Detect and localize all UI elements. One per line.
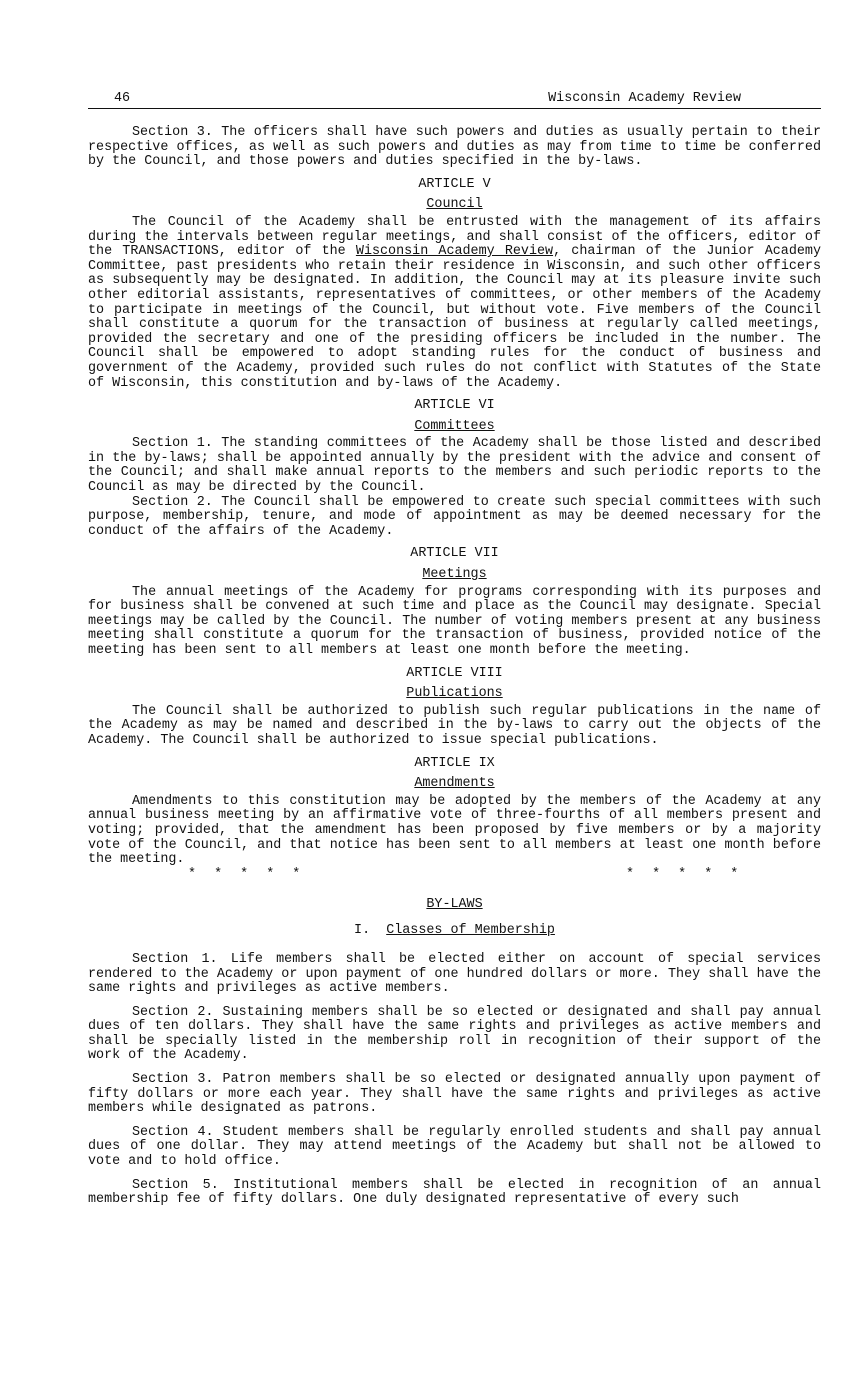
article6-section2: Section 2. The Council shall be empowered to create such special committees with such purpose, membership, tenure, and mode of appointment as may be deemed necessary for the conduct of the affairs of the Academy. [88,494,821,539]
article5-title: Council [426,197,483,213]
separator-left: * * * * * [188,866,306,882]
bylaws-section-heading [88,924,821,939]
article7-text: The annual meetings of the Academy for programs corresponding with its purposes and for business shall be convened at such time and place as the Council may designate. Special meetings may be called by the Council. The number of voting members present at any business meeting shall constitute a quorum for the transaction of business, provided notice of the meeting has been sent to all members at least one month before the meeting. [88,584,821,658]
article9-title: Amendments [414,776,495,792]
bylaws-section4: Section 4. Student members shall be regularly enrolled students and shall pay annual dues of one dollar. They may attend meetings of the Academy but shall not be allowed to vote and to hold office. [88,1124,821,1170]
bylaws-section2: Section 2. Sustaining members shall be so elected or designated and shall pay annual dues of ten dollars. They shall have the same rights and privileges as active members and shall be specially listed in the membership roll in recognition of their support of the work of the Academy. [88,1004,821,1064]
article6-title: Committees [414,418,495,434]
article7-heading: ARTICLE VII [410,546,499,562]
document-page [88,90,821,1208]
bylaws-section3: Section 3. Patron members shall be so elected or designated annually upon payment of fifty dollars or more each year. They shall have the same rights and privileges as active members while designated as patrons. [88,1072,821,1117]
article9-text: Amendments to this constitution may be adopted by the members of the Academy at any annual business meeting by an affirmative vote of three-fourths of all members present and voting; provided, that the amendment has been proposed by five members or by a majority vote of the Council, and that notice has been sent to all members at least one month before the meeting. [88,793,821,868]
article6-section1: Section 1. The standing committees of the Academy shall be those listed and described in the by-laws; shall be appointed annually by the president with the advice and consent of the Council; and shall make annual reports to the members and such periodic reports to the Council as may be directed by the Council. [88,436,821,496]
bylaws-section-number: I. [354,923,371,939]
journal-title: Wisconsin Academy Review [548,91,741,106]
article8-text: The Council shall be authorized to publish such regular publications in the name of the Academy as may be named and described in the by-laws to carry out the objects of the Academy. The Council shall be authorized to issue special publications. [88,703,821,748]
bylaws-section1: Section 1. Life members shall be elected either on account of special services rendered to the Academy or upon payment of one hundred dollars or more. They shall have the same rights and privileges as active members. [88,951,821,997]
bylaws-section5: Section 5. Institutional members shall be elected in recognition of an annual membership fee of fifty dollars. One duly designated representative of every such [88,1177,821,1208]
article4-section3: Section 3. The officers shall have such powers and duties as usually pertain to their respective offices, as well as such powers and duties as may from time to time be conferred by the Council, and those powers and duties specified in the by-laws. [88,125,821,170]
article5-text-after: , chairman of the Junior Academy Committee, past presidents who retain their residence in Wisconsin, and such other officers as subsequently may be designated. In addition, the Council may at its pleasure invite such other editorial assistants, representatives of committees, or other members of the Academy to participate in meetings of the Council, but without vote. Five members of the Council shall constitute a quorum for the transaction of business at regularly called meetings, provided the secretary and one of the presiding officers be included in the number. The Council shall be empowered to adopt standing rules for the conduct of business and government of the Academy, provided such rules do not conflict with Statutes of the State of Wisconsin, this constitution and by-laws of the Academy. [88,244,821,391]
journal-reference: Wisconsin Academy Review [355,244,554,260]
bylaws-section-title: Classes of Membership [386,923,555,939]
article9-heading: ARTICLE IX [414,755,495,771]
article5-text [88,216,821,391]
article7-title: Meetings [422,567,487,583]
article5-heading: ARTICLE V [418,176,491,192]
article8-title: Publications [406,686,503,702]
article6-heading: ARTICLE VI [414,398,495,414]
article5-text-before: The Council of the Academy shall be entrusted with the management of its affairs during the intervals between regular meetings, and shall consist of the officers, editor of the TRANSACTIONS, editor of the [88,214,821,260]
section-separator [88,868,821,884]
page-header [88,90,821,109]
article8-heading: ARTICLE VIII [406,665,503,681]
bylaws-title: BY-LAWS [426,896,483,912]
page-number: 46 [114,91,131,106]
separator-right: * * * * * [626,866,744,882]
